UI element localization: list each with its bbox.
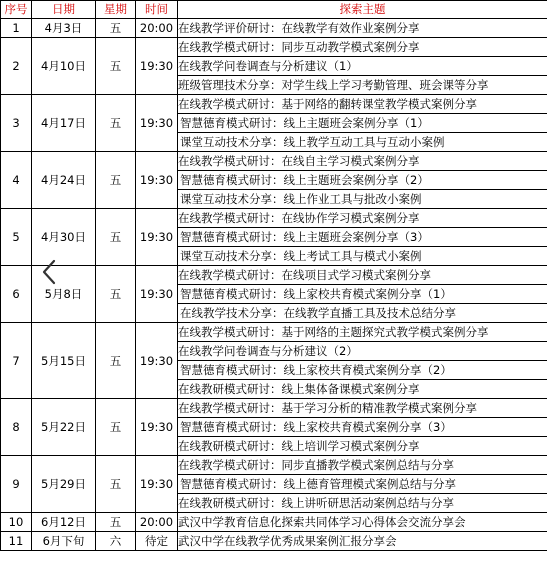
back-button[interactable] <box>38 254 60 290</box>
cell-no: 2 <box>1 38 32 95</box>
table-row <box>1 532 547 551</box>
cell-topic: 智慧德育模式研讨：线上德育管理模式案例总结与分享 <box>178 475 547 494</box>
header-no: 序号 <box>1 1 32 19</box>
cell-no: 10 <box>1 513 32 532</box>
cell-topic: 智慧德育模式研讨：线上主题班会案例分享（1） <box>178 114 547 133</box>
cell-weekday: 五 <box>96 38 136 95</box>
cell-topic: 武汉中学在线教学优秀成果案例汇报分享会 <box>178 532 547 551</box>
cell-no: 9 <box>1 456 32 513</box>
header-row <box>1 1 547 19</box>
cell-time: 待定 <box>136 532 178 551</box>
cell-topic: 智慧德育模式研讨：线上家校共育模式案例分享（2） <box>178 361 547 380</box>
cell-date: 4月30日 <box>32 209 96 266</box>
cell-topic: 智慧德育模式研讨：线上家校共育模式案例分享（3） <box>178 418 547 437</box>
cell-no: 4 <box>1 152 32 209</box>
cell-topic: 在线教学技术分享：在线教学直播工具及技术总结分享 <box>178 304 547 323</box>
cell-topic: 在线教学模式研讨：同步直播教学模式案例总结与分享 <box>178 456 547 475</box>
cell-time: 19:30 <box>136 38 178 95</box>
header-weekday: 星期 <box>96 1 136 19</box>
cell-topic: 在线教学评价研讨：在线教学有效作业案例分享 <box>178 19 547 38</box>
cell-topic: 在线教学模式研讨：基于网络的翻转课堂教学模式案例分享 <box>178 95 547 114</box>
cell-topic: 在线教学模式研讨：在线协作学习模式案例分享 <box>178 209 547 228</box>
cell-topic: 在线教学模式研讨：在线自主学习模式案例分享 <box>178 152 547 171</box>
cell-no: 6 <box>1 266 32 323</box>
cell-weekday: 五 <box>96 513 136 532</box>
table-row <box>1 266 547 285</box>
cell-topic: 智慧德育模式研讨：线上主题班会案例分享（2） <box>178 171 547 190</box>
cell-date: 6月12日 <box>32 513 96 532</box>
cell-date: 4月10日 <box>32 38 96 95</box>
header-time: 时间 <box>136 1 178 19</box>
table-row <box>1 38 547 57</box>
table-row <box>1 399 547 418</box>
cell-weekday: 五 <box>96 152 136 209</box>
schedule-body <box>1 19 547 551</box>
cell-weekday: 六 <box>96 532 136 551</box>
cell-date: 5月15日 <box>32 323 96 399</box>
cell-time: 19:30 <box>136 456 178 513</box>
table-row <box>1 456 547 475</box>
cell-topic: 武汉中学教育信息化探索共同体学习心得体会交流分享会 <box>178 513 547 532</box>
cell-time: 19:30 <box>136 209 178 266</box>
chevron-left-icon <box>42 259 56 285</box>
cell-no: 3 <box>1 95 32 152</box>
cell-time: 19:30 <box>136 323 178 399</box>
cell-topic: 班级管理技术分享：对学生线上学习考勤管理、班会课等分享 <box>178 76 547 95</box>
cell-topic: 课堂互动技术分享：线上考试工具与模式小案例 <box>178 247 547 266</box>
cell-date: 5月29日 <box>32 456 96 513</box>
cell-date: 4月17日 <box>32 95 96 152</box>
cell-topic: 在线教学模式研讨：基于网络的主题探究式教学模式案例分享 <box>178 323 547 342</box>
cell-weekday: 五 <box>96 19 136 38</box>
cell-topic: 智慧德育模式研讨：线上主题班会案例分享（3） <box>178 228 547 247</box>
cell-topic: 在线教学问卷调查与分析建议（2） <box>178 342 547 361</box>
cell-date: 5月8日 <box>32 266 96 323</box>
table-row <box>1 19 547 38</box>
cell-topic: 在线教学问卷调查与分析建议（1） <box>178 57 547 76</box>
cell-topic: 在线教学模式研讨：在线项目式学习模式案例分享 <box>178 266 547 285</box>
table-row <box>1 95 547 114</box>
cell-topic: 在线教学模式研讨：同步互动教学模式案例分享 <box>178 38 547 57</box>
cell-no: 8 <box>1 399 32 456</box>
header-date: 日期 <box>32 1 96 19</box>
cell-topic: 在线教学模式研讨：基于学习分析的精准教学模式案例分享 <box>178 399 547 418</box>
cell-weekday: 五 <box>96 399 136 456</box>
cell-topic: 在线教研模式研讨：线上集体备课模式案例分享 <box>178 380 547 399</box>
cell-topic: 智慧德育模式研讨：线上家校共育模式案例分享（1） <box>178 285 547 304</box>
cell-no: 7 <box>1 323 32 399</box>
cell-no: 11 <box>1 532 32 551</box>
cell-weekday: 五 <box>96 95 136 152</box>
cell-weekday: 五 <box>96 266 136 323</box>
table-row <box>1 209 547 228</box>
cell-weekday: 五 <box>96 456 136 513</box>
cell-date: 4月3日 <box>32 19 96 38</box>
cell-date: 5月22日 <box>32 399 96 456</box>
cell-weekday: 五 <box>96 209 136 266</box>
cell-time: 19:30 <box>136 399 178 456</box>
cell-time: 19:30 <box>136 95 178 152</box>
table-row <box>1 152 547 171</box>
table-row <box>1 513 547 532</box>
cell-time: 20:00 <box>136 19 178 38</box>
cell-topic: 课堂互动技术分享：线上作业工具与批改小案例 <box>178 190 547 209</box>
cell-time: 19:30 <box>136 266 178 323</box>
header-topic: 探索主题 <box>178 1 547 19</box>
cell-time: 20:00 <box>136 513 178 532</box>
cell-topic: 课堂互动技术分享：线上教学互动工具与互动小案例 <box>178 133 547 152</box>
table-row <box>1 323 547 342</box>
cell-no: 5 <box>1 209 32 266</box>
cell-no: 1 <box>1 19 32 38</box>
cell-date: 4月24日 <box>32 152 96 209</box>
cell-topic: 在线教研模式研讨：线上讲听研思活动案例总结与分享 <box>178 494 547 513</box>
cell-date: 6月下旬 <box>32 532 96 551</box>
cell-time: 19:30 <box>136 152 178 209</box>
cell-weekday: 五 <box>96 323 136 399</box>
cell-topic: 在线教研模式研讨：线上培训学习模式案例分享 <box>178 437 547 456</box>
